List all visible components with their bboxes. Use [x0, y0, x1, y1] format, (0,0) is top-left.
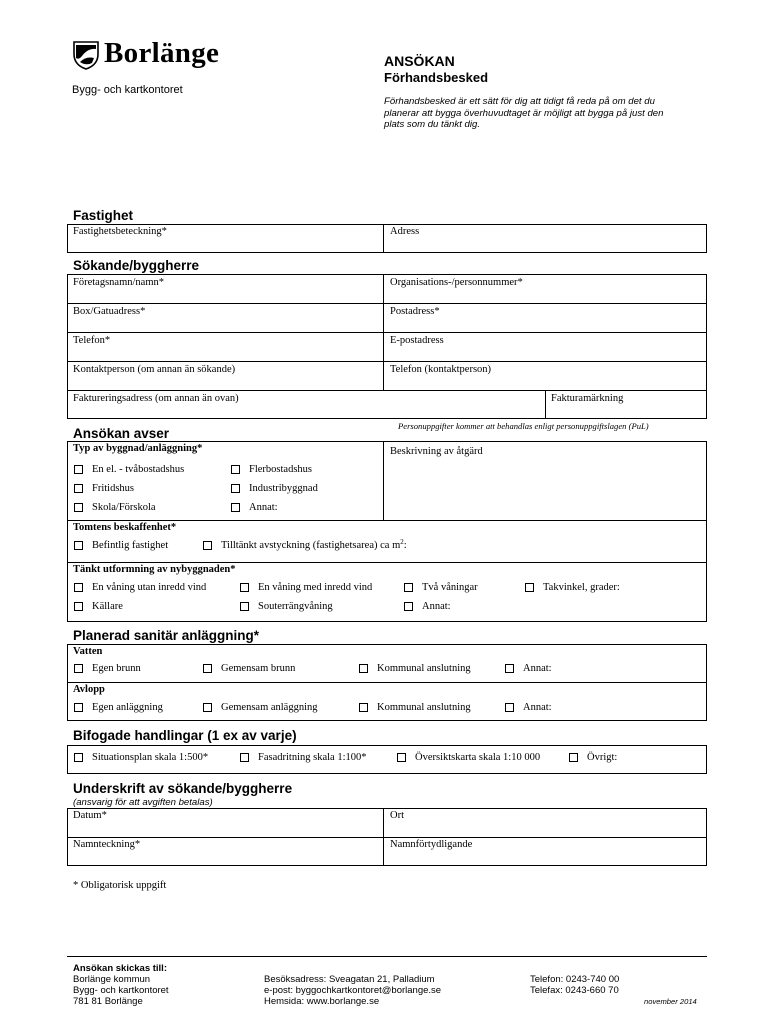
- checkbox-icon[interactable]: [231, 503, 240, 512]
- adress-field[interactable]: Adress: [390, 226, 420, 237]
- epost-field[interactable]: E-postadress: [390, 335, 444, 346]
- postadress-field[interactable]: Postadress*: [390, 306, 440, 317]
- footer-phone-block: Telefon: 0243-740 00 Telefax: 0243-660 70: [530, 974, 620, 996]
- nybygg-checkbox-2[interactable]: En våning med inredd vind: [240, 582, 372, 593]
- nybygg-checkbox-7[interactable]: Annat:: [404, 601, 451, 612]
- kontakt-telefon-field[interactable]: Telefon (kontaktperson): [390, 364, 492, 375]
- faktureringsadress-field[interactable]: Faktureringsadress (om annan än ovan): [73, 393, 239, 404]
- checkbox-icon[interactable]: [74, 503, 83, 512]
- obligatorisk-note: * Obligatorisk uppgift: [73, 880, 167, 891]
- nybygg-checkbox-6[interactable]: Souterrängvåning: [240, 601, 333, 612]
- section-bifogade-heading: Bifogade handlingar (1 ex av varje): [73, 728, 297, 743]
- footer-date: november 2014: [644, 997, 697, 1006]
- checkbox-icon[interactable]: [525, 583, 534, 592]
- bifogade-checkbox-2[interactable]: Fasadritning skala 1:100*: [240, 752, 367, 763]
- typ-checkbox-4[interactable]: Industribyggnad: [231, 483, 318, 494]
- tomt-befintlig-checkbox[interactable]: Befintlig fastighet: [74, 540, 168, 551]
- gatuadress-field[interactable]: Box/Gatuadress*: [73, 306, 146, 317]
- vatten-checkbox-1[interactable]: Egen brunn: [74, 663, 141, 674]
- checkbox-icon[interactable]: [231, 484, 240, 493]
- checkbox-icon[interactable]: [359, 664, 368, 673]
- checkbox-icon[interactable]: [74, 541, 83, 550]
- namnfortydligande-field[interactable]: Namnförtydligande: [390, 839, 473, 850]
- fakturamarkning-field[interactable]: Fakturamärkning: [551, 393, 624, 404]
- checkbox-icon[interactable]: [404, 602, 413, 611]
- beskrivning-field[interactable]: Beskrivning av åtgärd: [390, 446, 483, 457]
- checkbox-icon[interactable]: [404, 583, 413, 592]
- checkbox-icon[interactable]: [203, 703, 212, 712]
- avlopp-checkbox-2[interactable]: Gemensam anläggning: [203, 702, 318, 713]
- avlopp-checkbox-3[interactable]: Kommunal anslutning: [359, 702, 471, 713]
- tomt-avstyckning-checkbox[interactable]: Tilltänkt avstyckning (fastighetsarea) ca m $^2$ :: [203, 540, 407, 551]
- checkbox-icon[interactable]: [397, 753, 406, 762]
- form-title: ANSÖKAN: [384, 53, 455, 69]
- tomt-heading: Tomtens beskaffenhet*: [73, 522, 177, 533]
- vatten-checkbox-4[interactable]: Annat:: [505, 663, 552, 674]
- checkbox-icon[interactable]: [240, 583, 249, 592]
- typ-checkbox-1[interactable]: En el. - tvåbostadshus: [74, 464, 184, 475]
- typ-heading: Typ av byggnad/anläggning*: [73, 443, 203, 454]
- namnteckning-field[interactable]: Namnteckning*: [73, 839, 141, 850]
- borlange-coat-of-arms-icon: [72, 40, 100, 70]
- checkbox-icon[interactable]: [203, 664, 212, 673]
- avlopp-checkbox-1[interactable]: Egen anläggning: [74, 702, 163, 713]
- section-underskrift-heading: Underskrift av sökande/byggherre: [73, 781, 293, 796]
- checkbox-icon[interactable]: [74, 583, 83, 592]
- vatten-checkbox-3[interactable]: Kommunal anslutning: [359, 663, 471, 674]
- checkbox-icon[interactable]: [203, 541, 212, 550]
- underskrift-note: (ansvarig för att avgiften betalas): [73, 797, 213, 808]
- nybygg-heading: Tänkt utformning av nybyggnaden*: [73, 564, 236, 575]
- section-sokande-heading: Sökande/byggherre: [73, 258, 200, 273]
- personnummer-field[interactable]: Organisations-/personnummer*: [390, 277, 523, 288]
- nybygg-checkbox-1[interactable]: En våning utan inredd vind: [74, 582, 206, 593]
- bifogade-checkbox-1[interactable]: Situationsplan skala 1:500*: [74, 752, 208, 763]
- checkbox-icon[interactable]: [231, 465, 240, 474]
- logo-text: Borlänge: [104, 37, 220, 69]
- footer-contact-block: Besöksadress: Sveagatan 21, Palladium e-post: byggochkartkontoret@borlange.se Hemsida: www.borlange.se: [264, 974, 442, 1007]
- checkbox-icon[interactable]: [505, 664, 514, 673]
- checkbox-icon[interactable]: [240, 602, 249, 611]
- checkbox-icon[interactable]: [74, 602, 83, 611]
- avlopp-checkbox-4[interactable]: Annat:: [505, 702, 552, 713]
- form-subtitle: Förhandsbesked: [384, 70, 489, 85]
- typ-checkbox-2[interactable]: Flerbostadshus: [231, 464, 312, 475]
- nybygg-checkbox-5[interactable]: Källare: [74, 601, 123, 612]
- footer-address-block: Ansökan skickas till: Borlänge kommun Bygg- och kartkontoret 781 81 Borlänge: [73, 963, 169, 1007]
- vatten-heading: Vatten: [73, 646, 103, 657]
- section-sanitar-heading: Planerad sanitär anläggning*: [73, 628, 260, 643]
- checkbox-icon[interactable]: [569, 753, 578, 762]
- pul-note: Personuppgifter kommer att behandlas enligt personuppgiftslagen (PuL): [398, 421, 649, 431]
- checkbox-icon[interactable]: [74, 484, 83, 493]
- checkbox-icon[interactable]: [74, 465, 83, 474]
- ort-field[interactable]: Ort: [390, 810, 404, 821]
- vatten-checkbox-2[interactable]: Gemensam brunn: [203, 663, 295, 674]
- telefon-field[interactable]: Telefon*: [73, 335, 111, 346]
- bifogade-checkbox-3[interactable]: Översiktskarta skala 1:10 000: [397, 752, 540, 763]
- section-fastighet-heading: Fastighet: [73, 208, 134, 223]
- checkbox-icon[interactable]: [240, 753, 249, 762]
- typ-checkbox-5[interactable]: Skola/Förskola: [74, 502, 156, 513]
- nybygg-checkbox-3[interactable]: Två våningar: [404, 582, 478, 593]
- checkbox-icon[interactable]: [505, 703, 514, 712]
- typ-checkbox-6[interactable]: Annat:: [231, 502, 278, 513]
- bifogade-checkbox-4[interactable]: Övrigt:: [569, 752, 617, 763]
- fastighetsbeteckning-field[interactable]: Fastighetsbeteckning*: [73, 226, 167, 237]
- nybygg-checkbox-4[interactable]: Takvinkel, grader:: [525, 582, 620, 593]
- department-label: Bygg- och kartkontoret: [72, 84, 183, 96]
- checkbox-icon[interactable]: [74, 753, 83, 762]
- checkbox-icon[interactable]: [359, 703, 368, 712]
- typ-checkbox-3[interactable]: Fritidshus: [74, 483, 134, 494]
- section-avser-heading: Ansökan avser: [73, 426, 170, 441]
- avlopp-heading: Avlopp: [73, 684, 105, 695]
- datum-field[interactable]: Datum*: [73, 810, 107, 821]
- checkbox-icon[interactable]: [74, 664, 83, 673]
- footer-divider: [67, 956, 707, 957]
- intro-text: Förhandsbesked är ett sätt för dig att tidigt få reda på om det du planerar att bygga överhuvudtaget är möjligt att bygga på just den plats som du tänkt dig.: [384, 96, 664, 130]
- foretagsnamn-field[interactable]: Företagsnamn/namn*: [73, 277, 164, 288]
- kontaktperson-field[interactable]: Kontaktperson (om annan än sökande): [73, 364, 236, 375]
- checkbox-icon[interactable]: [74, 703, 83, 712]
